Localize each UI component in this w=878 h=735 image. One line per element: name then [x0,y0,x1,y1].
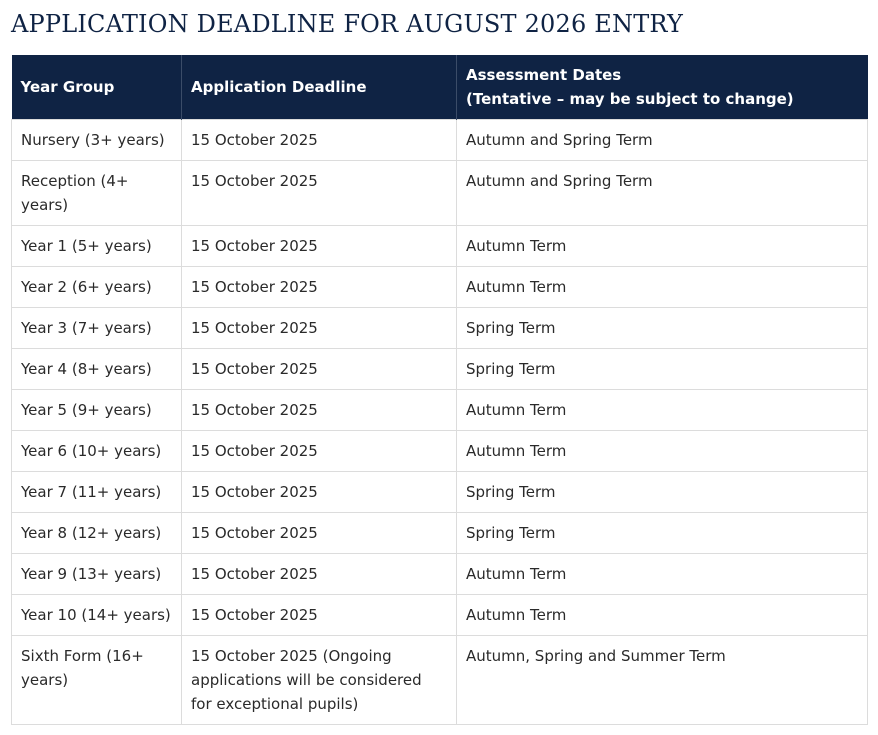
cell-assessment: Autumn Term [457,595,868,636]
cell-year-group: Nursery (3+ years) [12,120,182,161]
cell-assessment: Spring Term [457,513,868,554]
table-row [12,349,868,390]
cell-assessment: Autumn, Spring and Summer Term [457,636,868,725]
table-row [12,308,868,349]
cell-deadline: 15 October 2025 [182,161,457,226]
cell-deadline: 15 October 2025 [182,513,457,554]
cell-deadline: 15 October 2025 (Ongoing applications will be considered for exceptional pupils) [182,636,457,725]
cell-deadline: 15 October 2025 [182,226,457,267]
cell-assessment: Spring Term [457,308,868,349]
cell-deadline: 15 October 2025 [182,472,457,513]
cell-assessment: Autumn Term [457,267,868,308]
cell-deadline: 15 October 2025 [182,554,457,595]
header-assessment-title: Assessment Dates [466,66,622,84]
table-row [12,390,868,431]
cell-assessment: Autumn Term [457,226,868,267]
cell-deadline: 15 October 2025 [182,120,457,161]
cell-year-group: Year 1 (5+ years) [12,226,182,267]
cell-assessment: Autumn and Spring Term [457,161,868,226]
table-row [12,120,868,161]
table-row [12,472,868,513]
cell-year-group: Year 4 (8+ years) [12,349,182,390]
table-row [12,267,868,308]
header-application-deadline: Application Deadline [182,55,457,120]
header-row [12,55,868,120]
cell-assessment: Spring Term [457,349,868,390]
cell-deadline: 15 October 2025 [182,349,457,390]
table-row [12,161,868,226]
cell-year-group: Year 6 (10+ years) [12,431,182,472]
cell-year-group: Year 8 (12+ years) [12,513,182,554]
cell-assessment: Autumn Term [457,431,868,472]
cell-year-group: Year 10 (14+ years) [12,595,182,636]
cell-deadline: 15 October 2025 [182,267,457,308]
table-row [12,513,868,554]
cell-assessment: Autumn Term [457,554,868,595]
table-row [12,226,868,267]
cell-assessment: Autumn Term [457,390,868,431]
header-year-group: Year Group [12,55,182,120]
header-assessment-dates [457,55,868,120]
cell-year-group: Sixth Form (16+ years) [12,636,182,725]
cell-deadline: 15 October 2025 [182,431,457,472]
deadlines-table [11,55,868,725]
table-row [12,636,868,725]
table-row [12,554,868,595]
cell-assessment: Spring Term [457,472,868,513]
cell-deadline: 15 October 2025 [182,390,457,431]
cell-deadline: 15 October 2025 [182,595,457,636]
cell-year-group: Year 7 (11+ years) [12,472,182,513]
table-header [12,55,868,120]
cell-year-group: Year 2 (6+ years) [12,267,182,308]
page-title: APPLICATION DEADLINE FOR AUGUST 2026 ENTRY [11,10,683,38]
cell-deadline: 15 October 2025 [182,308,457,349]
cell-year-group: Reception (4+ years) [12,161,182,226]
table-row [12,431,868,472]
cell-assessment: Autumn and Spring Term [457,120,868,161]
cell-year-group: Year 9 (13+ years) [12,554,182,595]
cell-year-group: Year 3 (7+ years) [12,308,182,349]
cell-year-group: Year 5 (9+ years) [12,390,182,431]
table-body [12,120,868,725]
header-assessment-note: (Tentative – may be subject to change) [466,90,794,108]
table-row [12,595,868,636]
